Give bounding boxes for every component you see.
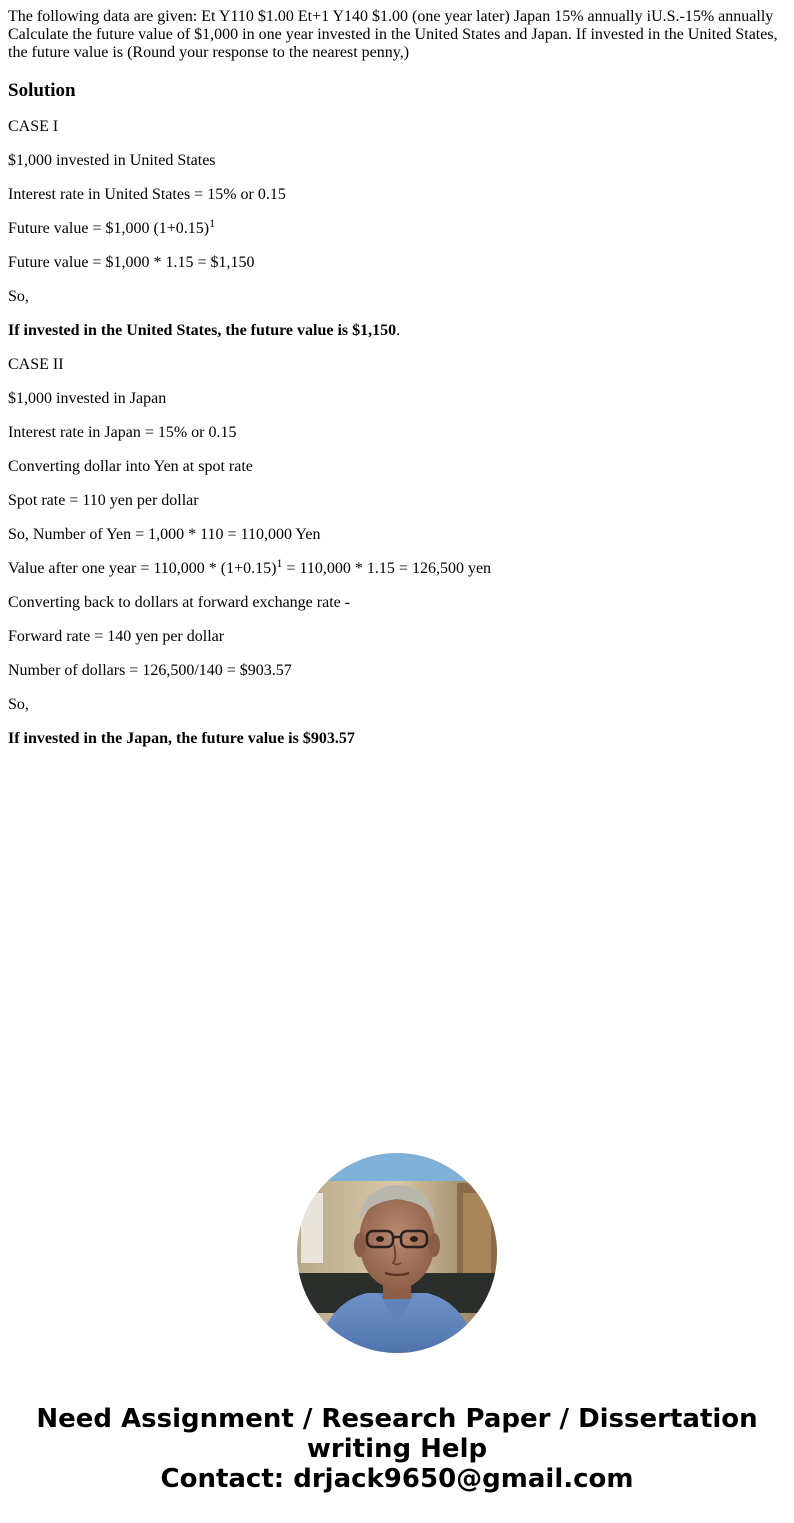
case1-fv-formula-text: Future value = $1,000 (1+0.15) (8, 220, 210, 237)
question-text: The following data are given: Et Y110 $1.00 Et+1 Y140 $1.00 (one year later) Japan 15% annually iU.S.-15% annually Calculate the future value of $1,000 in one year invested in the United States and Japan. If invested in the United States, the future value is (Round your response to the nearest penny,) (8, 8, 778, 61)
case2-title: CASE II (8, 356, 64, 373)
case2-value-exponent: 1 (276, 556, 283, 570)
solution-heading: Solution (8, 80, 76, 101)
case1-conclusion-bold: If invested in the United States, the future value is $1,150 (8, 322, 397, 339)
case2-invested: $1,000 invested in Japan (8, 390, 167, 407)
case2-forward-rate: Forward rate = 140 yen per dollar (8, 628, 225, 645)
case1-fv-formula (8, 216, 786, 238)
case2-convert: Converting dollar into Yen at spot rate (8, 458, 253, 475)
case2-value-post: = 110,000 * 1.15 = 126,500 yen (282, 560, 492, 577)
case1-invested: $1,000 invested in United States (8, 152, 216, 169)
case2-spot-rate: Spot rate = 110 yen per dollar (8, 492, 199, 509)
promo-banner (0, 1404, 794, 1494)
avatar-portrait (297, 1153, 497, 1353)
case2-value (8, 556, 786, 578)
case2-so: So, (8, 696, 29, 713)
case1-conclusion (8, 322, 786, 340)
case2-yen: So, Number of Yen = 1,000 * 110 = 110,000 Yen (8, 526, 321, 543)
case1-rate: Interest rate in United States = 15% or 0.15 (8, 186, 286, 203)
case2-conclusion-bold: If invested in the Japan, the future value is $903.57 (8, 730, 355, 747)
case2-rate: Interest rate in Japan = 15% or 0.15 (8, 424, 237, 441)
promo-line-1: Need Assignment / Research Paper / Dissertation (36, 1404, 758, 1434)
case1-fv-calc: Future value = $1,000 * 1.15 = $1,150 (8, 254, 255, 271)
case2-value-pre: Value after one year = 110,000 * (1+0.15) (8, 560, 277, 577)
case1-title: CASE I (8, 118, 59, 135)
case2-conclusion (8, 730, 786, 748)
document-body (8, 8, 786, 748)
case1-conclusion-tail: . (396, 322, 401, 339)
case1-so: So, (8, 288, 29, 305)
promo-contact: Contact: drjack9650@gmail.com (160, 1464, 634, 1494)
case1-fv-exponent: 1 (209, 216, 216, 230)
promo-line-2: writing Help (306, 1434, 488, 1464)
case2-dollars: Number of dollars = 126,500/140 = $903.57 (8, 662, 292, 679)
author-avatar (297, 1153, 497, 1353)
case2-convert-back: Converting back to dollars at forward exchange rate - (8, 594, 351, 611)
